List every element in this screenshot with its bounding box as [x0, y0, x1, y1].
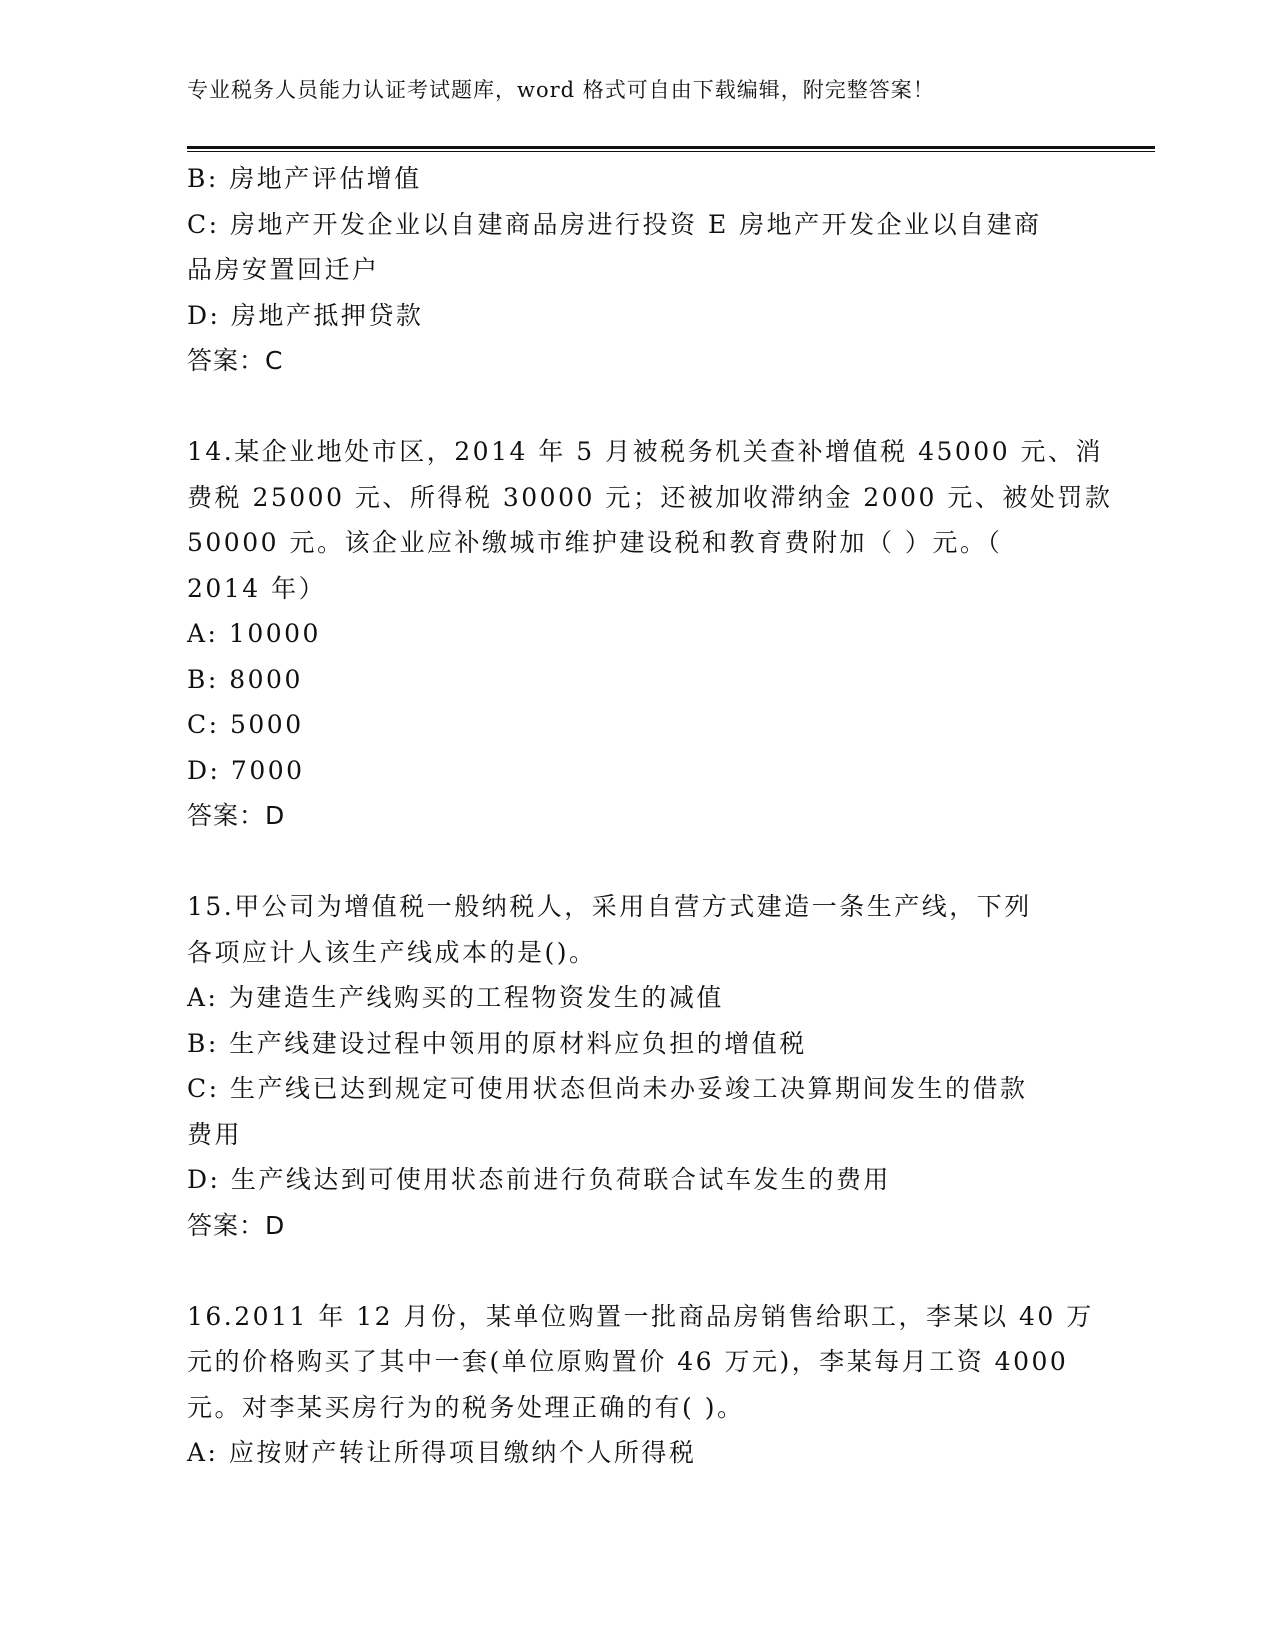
q13-option-c-line1: C: 房地产开发企业以自建商品房进行投资 E 房地产开发企业以自建商	[187, 209, 1042, 239]
q14-option-c: C: 5000	[187, 710, 304, 739]
q13-option-d: D: 房地产抵押贷款	[187, 300, 424, 330]
spacer	[187, 384, 1087, 430]
q15-option-c-line2: 费用	[187, 1119, 243, 1149]
q16-option-a: A: 应按财产转让所得项目缴纳个人所得税	[187, 1438, 697, 1467]
q16-stem-line3: 元。对李某买房行为的税务处理正确的有( )。	[187, 1392, 745, 1422]
q14-stem-line1: 14.某企业地处市区，2014 年 5 月被税务机关查补增值税 45000 元、消	[187, 437, 1104, 466]
q15-stem-line1: 15.甲公司为增值税一般纳税人，采用自营方式建造一条生产线，下列	[187, 892, 1032, 921]
q14-stem-line3: 50000 元。该企业应补缴城市维护建设税和教育费附加（ ）元。（	[187, 528, 1003, 557]
q14-answer: 答案：D	[187, 801, 286, 830]
q15-option-a: A: 为建造生产线购买的工程物资发生的减值	[187, 983, 724, 1012]
q14-option-d: D: 7000	[187, 755, 305, 785]
question-14	[187, 429, 1113, 839]
question-15	[187, 884, 1087, 1248]
q15-stem-line2: 各项应计人该生产线成本的是()。	[187, 937, 597, 967]
q15-option-b: B: 生产线建设过程中领用的原材料应负担的增值税	[187, 1028, 807, 1058]
page-header: 专业税务人员能力认证考试题库，word 格式可自由下载编辑，附完整答案！	[187, 78, 935, 102]
q16-stem-line2: 元的价格购买了其中一套(单位原购置价 46 万元)，李某每月工资 4000	[187, 1347, 1069, 1376]
q13-option-b: B: 房地产评估增值	[187, 164, 422, 193]
question-16	[187, 1294, 1094, 1476]
q13-answer: 答案：C	[187, 346, 284, 375]
q14-option-b: B: 8000	[187, 664, 303, 694]
q13-option-c-line2: 品房安置回迁户	[187, 255, 380, 284]
document-body	[187, 156, 1113, 1476]
spacer	[187, 839, 1087, 885]
header-divider	[187, 146, 1155, 152]
q14-stem-line2: 费税 25000 元、所得税 30000 元；还被加收滞纳金 2000 元、被处罚款	[187, 482, 1113, 512]
question-13-tail	[187, 156, 1087, 384]
q14-option-a: A: 10000	[187, 619, 321, 648]
spacer	[187, 1248, 1087, 1294]
q14-stem-line4: 2014 年）	[187, 573, 327, 603]
q15-answer: 答案：D	[187, 1210, 286, 1240]
q15-option-c-line1: C: 生产线已达到规定可使用状态但尚未办妥竣工决算期间发生的借款	[187, 1074, 1028, 1103]
q15-option-d: D: 生产线达到可使用状态前进行负荷联合试车发生的费用	[187, 1165, 891, 1194]
q16-stem-line1: 16.2011 年 12 月份，某单位购置一批商品房销售给职工，李某以 40 万	[187, 1301, 1094, 1331]
